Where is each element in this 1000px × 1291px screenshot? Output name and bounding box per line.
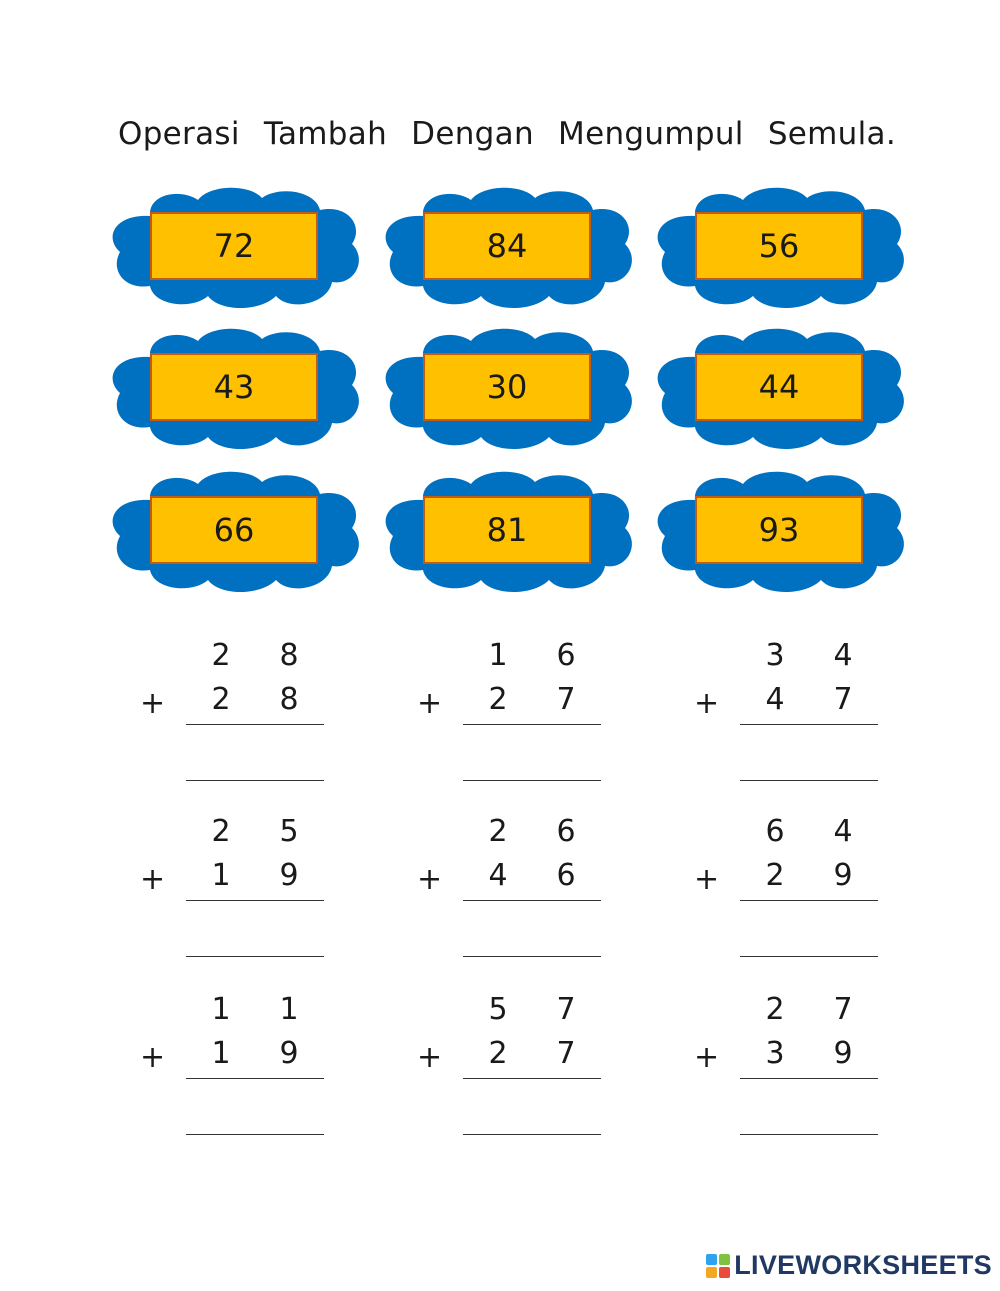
answer-drop-zone[interactable] (186, 1094, 324, 1135)
bottom-ones-digit: 8 (279, 682, 299, 717)
bottom-tens-digit: 2 (211, 682, 231, 717)
liveworksheets-logo-icon (706, 1254, 730, 1278)
bottom-ones-digit: 9 (833, 1036, 853, 1071)
top-tens-digit: 2 (211, 814, 231, 849)
top-ones-digit: 5 (279, 814, 299, 849)
sum-line (463, 1078, 601, 1079)
sum-line (740, 900, 878, 901)
top-ones-digit: 6 (556, 638, 576, 673)
top-tens-digit: 1 (211, 992, 231, 1027)
answer-drop-zone[interactable] (463, 1094, 601, 1135)
addition-problem (140, 990, 400, 1140)
sum-line (740, 1078, 878, 1079)
brand-watermark (706, 1250, 992, 1281)
plus-sign: + (417, 862, 443, 897)
sum-line (463, 724, 601, 725)
bottom-ones-digit: 7 (833, 682, 853, 717)
top-tens-digit: 6 (765, 814, 785, 849)
answer-tile[interactable]: 30 (423, 353, 591, 421)
bottom-ones-digit: 9 (279, 858, 299, 893)
answer-cloud (655, 327, 907, 451)
bottom-tens-digit: 4 (488, 858, 508, 893)
answer-tile[interactable]: 93 (695, 496, 863, 564)
sum-line (186, 1078, 324, 1079)
top-ones-digit: 4 (833, 814, 853, 849)
bottom-ones-digit: 7 (556, 1036, 576, 1071)
bottom-tens-digit: 3 (765, 1036, 785, 1071)
plus-sign: + (694, 862, 720, 897)
sum-line (186, 900, 324, 901)
plus-sign: + (417, 686, 443, 721)
addition-problem (694, 636, 954, 786)
answer-cloud (110, 186, 362, 310)
top-ones-digit: 7 (833, 992, 853, 1027)
top-ones-digit: 7 (556, 992, 576, 1027)
addition-problem (694, 812, 954, 962)
answer-cloud (655, 470, 907, 594)
bottom-tens-digit: 2 (488, 1036, 508, 1071)
top-ones-digit: 6 (556, 814, 576, 849)
plus-sign: + (140, 1040, 166, 1075)
bottom-tens-digit: 1 (211, 1036, 231, 1071)
bottom-tens-digit: 1 (211, 858, 231, 893)
answer-cloud (655, 186, 907, 310)
worksheet-title: Operasi Tambah Dengan Mengumpul Semula. (118, 116, 896, 152)
plus-sign: + (417, 1040, 443, 1075)
bottom-ones-digit: 9 (279, 1036, 299, 1071)
bottom-ones-digit: 6 (556, 858, 576, 893)
answer-drop-zone[interactable] (740, 916, 878, 957)
addition-problem (417, 636, 677, 786)
answer-tile[interactable]: 72 (150, 212, 318, 280)
addition-problem (140, 636, 400, 786)
sum-line (186, 724, 324, 725)
answer-drop-zone[interactable] (186, 740, 324, 781)
top-ones-digit: 4 (833, 638, 853, 673)
bottom-tens-digit: 4 (765, 682, 785, 717)
top-ones-digit: 8 (279, 638, 299, 673)
plus-sign: + (694, 1040, 720, 1075)
answer-cloud (383, 470, 635, 594)
answer-drop-zone[interactable] (463, 916, 601, 957)
addition-problem (694, 990, 954, 1140)
answer-drop-zone[interactable] (740, 740, 878, 781)
addition-problem (417, 990, 677, 1140)
top-tens-digit: 2 (211, 638, 231, 673)
top-tens-digit: 1 (488, 638, 508, 673)
bottom-tens-digit: 2 (488, 682, 508, 717)
sum-line (740, 724, 878, 725)
plus-sign: + (694, 686, 720, 721)
answer-tile[interactable]: 84 (423, 212, 591, 280)
top-tens-digit: 2 (488, 814, 508, 849)
answer-drop-zone[interactable] (740, 1094, 878, 1135)
sum-line (463, 900, 601, 901)
top-tens-digit: 5 (488, 992, 508, 1027)
answer-cloud (110, 327, 362, 451)
answer-cloud (110, 470, 362, 594)
top-tens-digit: 3 (765, 638, 785, 673)
addition-problem (417, 812, 677, 962)
top-ones-digit: 1 (279, 992, 299, 1027)
brand-name: LIVEWORKSHEETS (734, 1250, 992, 1280)
answer-drop-zone[interactable] (186, 916, 324, 957)
addition-problem (140, 812, 400, 962)
answer-cloud (383, 327, 635, 451)
plus-sign: + (140, 686, 166, 721)
answer-tile[interactable]: 81 (423, 496, 591, 564)
answer-cloud (383, 186, 635, 310)
answer-tile[interactable]: 66 (150, 496, 318, 564)
bottom-ones-digit: 7 (556, 682, 576, 717)
plus-sign: + (140, 862, 166, 897)
answer-drop-zone[interactable] (463, 740, 601, 781)
answer-tile[interactable]: 44 (695, 353, 863, 421)
bottom-tens-digit: 2 (765, 858, 785, 893)
bottom-ones-digit: 9 (833, 858, 853, 893)
answer-tile[interactable]: 43 (150, 353, 318, 421)
answer-tile[interactable]: 56 (695, 212, 863, 280)
top-tens-digit: 2 (765, 992, 785, 1027)
